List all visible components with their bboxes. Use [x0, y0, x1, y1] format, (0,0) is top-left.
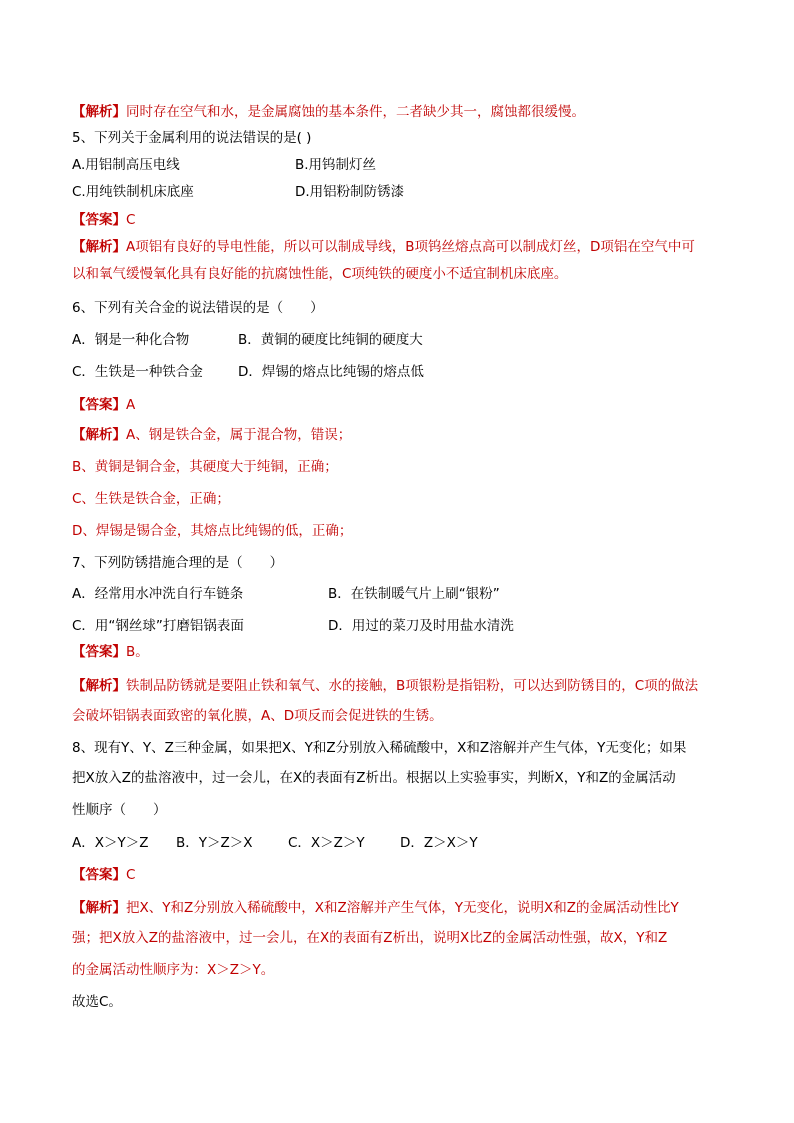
q8-option-b: B．Y＞Z＞X — [176, 835, 253, 851]
q5-stem: 5、下列关于金属利用的说法错误的是( ) — [72, 130, 312, 146]
analysis-text: A项铝有良好的导电性能，所以可以制成导线，B项钨丝熔点高可以制成灯丝，D项铝在空气中可 — [126, 239, 695, 255]
q7-option-b: B．在铁制暖气片上刷“银粉” — [328, 586, 500, 602]
answer-text: B。 — [126, 644, 149, 660]
answer-text: C — [126, 867, 136, 883]
q6-stem: 6、下列有关合金的说法错误的是（ ） — [72, 300, 324, 316]
q6-answer — [72, 395, 724, 415]
q6-analysis-1 — [72, 425, 724, 445]
q8-analysis-3: 的金属活动性顺序为：X＞Z＞Y。 — [72, 962, 275, 978]
q5-analysis-2: 以和氧气缓慢氧化具有良好能的抗腐蚀性能，C项纯铁的硬度小不适宜制机床底座。 — [72, 266, 568, 282]
analysis-label: 【解析】 — [72, 678, 126, 694]
q6-analysis-4: D、焊锡是锡合金，其熔点比纯锡的低，正确； — [72, 523, 353, 539]
q8-option-d: D．Z＞X＞Y — [400, 835, 478, 851]
analysis-text: 同时存在空气和水，是金属腐蚀的基本条件，二者缺少其一，腐蚀都很缓慢。 — [126, 104, 585, 120]
q8-stem-2: 把X放入Z的盐溶液中，过一会儿，在X的表面有Z析出。根据以上实验事实，判断X，Y和Z的金属活动 — [72, 770, 676, 786]
answer-label: 【答案】 — [72, 644, 126, 660]
q8-option-a: A．X＞Y＞Z — [72, 835, 149, 851]
q6-option-d: D．焊锡的熔点比纯锡的熔点低 — [238, 364, 424, 380]
q7-option-c: C．用“钢丝球”打磨铝锅表面 — [72, 618, 244, 634]
q6-analysis-3: C、生铁是铁合金，正确； — [72, 491, 230, 507]
q5-analysis-1 — [72, 237, 724, 257]
analysis-label: 【解析】 — [72, 239, 126, 255]
q5-answer — [72, 210, 724, 230]
q7-option-a: A．经常用水冲洗自行车链条 — [72, 586, 244, 602]
answer-label: 【答案】 — [72, 397, 126, 413]
q8-stem-1: 8、现有Y、Y、Z三种金属，如果把X、Y和Z分别放入稀硫酸中，X和Z溶解并产生气体，Y无变化；如果 — [72, 740, 687, 756]
q6-option-a: A．钢是一种化合物 — [72, 332, 190, 348]
q7-answer — [72, 642, 724, 662]
analysis-label: 【解析】 — [72, 427, 126, 443]
q7-stem: 7、下列防锈措施合理的是（ ） — [72, 555, 284, 571]
answer-text: C — [126, 212, 136, 228]
analysis-label: 【解析】 — [72, 900, 126, 916]
q5-option-a: A.用铝制高压电线 — [72, 157, 180, 173]
q6-option-b: B．黄铜的硬度比纯铜的硬度大 — [238, 332, 423, 348]
q5-option-d: D.用铝粉制防锈漆 — [295, 184, 405, 200]
analysis-label: 【解析】 — [72, 104, 126, 120]
q7-analysis-1 — [72, 676, 724, 696]
q6-analysis-2: B、黄铜是铜合金，其硬度大于纯铜，正确； — [72, 459, 338, 475]
analysis-text: 把X、Y和Z分别放入稀硫酸中，X和Z溶解并产生气体，Y无变化，说明X和Z的金属活动性比Y — [126, 900, 679, 916]
q5-option-c: C.用纯铁制机床底座 — [72, 184, 194, 200]
q8-answer — [72, 865, 724, 885]
q8-stem-3: 性顺序（ ） — [72, 802, 167, 818]
q5-option-b: B.用钨制灯丝 — [295, 157, 377, 173]
q4-analysis — [72, 102, 724, 122]
q8-analysis-1 — [72, 898, 724, 918]
analysis-text: 铁制品防锈就是要阻止铁和氧气、水的接触，B项银粉是指铝粉，可以达到防锈目的，C项的做法 — [126, 678, 699, 694]
answer-text: A — [126, 397, 136, 413]
q8-conclusion: 故选C。 — [72, 994, 122, 1010]
analysis-text: A、钢是铁合金，属于混合物，错误； — [126, 427, 352, 443]
answer-label: 【答案】 — [72, 867, 126, 883]
q8-option-c: C．X＞Z＞Y — [288, 835, 365, 851]
q6-option-c: C．生铁是一种铁合金 — [72, 364, 203, 380]
q8-analysis-2: 强；把X放入Z的盐溶液中，过一会儿，在X的表面有Z析出，说明X比Z的金属活动性强，故X，Y和Z — [72, 930, 668, 946]
q7-option-d: D．用过的菜刀及时用盐水清洗 — [328, 618, 514, 634]
q7-analysis-2: 会破坏铝锅表面致密的氧化膜，A、D项反而会促进铁的生锈。 — [72, 708, 443, 724]
answer-label: 【答案】 — [72, 212, 126, 228]
